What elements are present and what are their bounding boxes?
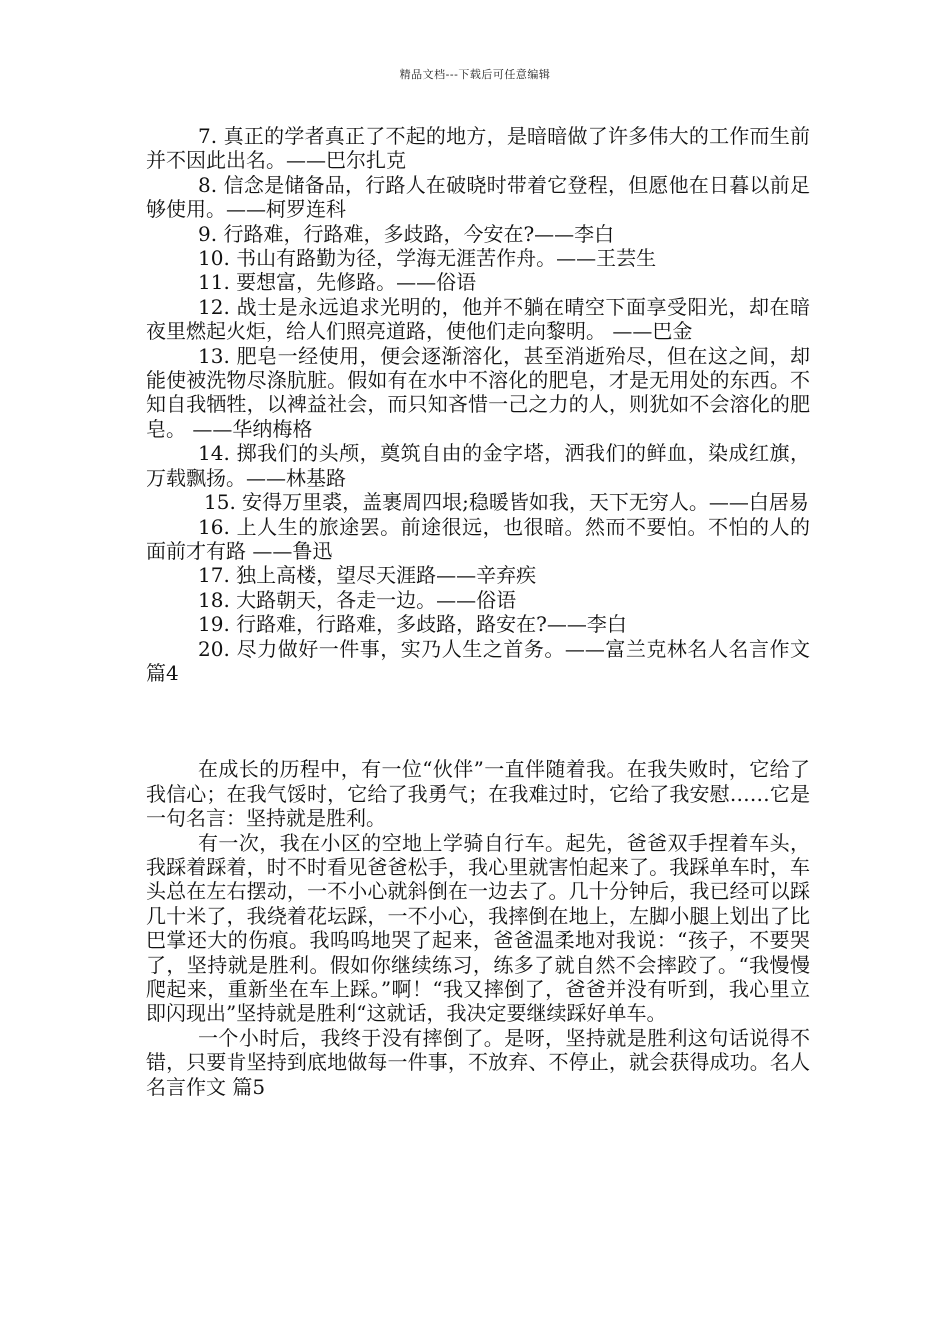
quote-paragraph: 10. 书山有路勤为径，学海无涯苦作舟。——王芸生	[198, 246, 657, 271]
quote-paragraph: 20. 尽力做好一件事，实乃人生之首务。——富兰克林名人名言作文 篇4	[146, 636, 810, 685]
essay-paragraph: 有一次，我在小区的空地上学骑自行车。起先，爸爸双手捏着车头，我踩着踩着，时不时看见爸爸松手，我心里就害怕起来了。我踩单车时，车头总在左右摆动，一不小心就斜倒在一边去了。几十分钟后，我已经可以踩几十米了，我绕着花坛踩，一不小心，我摔倒在地上，左脚小腿上划出了比巴掌还大的伤痕。我呜呜地哭了起来，爸爸温柔地对我说：“孩子，不要哭了，坚持就是胜利。假如你继续练习，练多了就自然不会摔跤了。“我慢慢爬起来，重新坐在车上踩。”啊！“我又摔倒了，爸爸并没有听到，我心里立即闪现出”坚持就是胜利“这就话，我决定要继续踩好单车。	[146, 830, 810, 1026]
quote-paragraph: 16. 上人生的旅途罢。前途很远，也很暗。然而不要怕。不怕的人的面前才有路 ——鲁迅	[146, 514, 810, 563]
essay-paragraph: 一个小时后，我终于没有摔倒了。是呀，坚持就是胜利这句话说得不错，只要肯坚持到底地做每一件事，不放弃、不停止，就会获得成功。名人名言作文 篇5	[146, 1025, 810, 1099]
page-header: 精品文档---下载后可任意编辑	[399, 68, 551, 81]
quote-paragraph: 9. 行路难，行路难，多歧路，今安在?——李白	[198, 221, 615, 246]
quote-paragraph: 11. 要想富，先修路。——俗语	[198, 270, 477, 295]
quote-paragraph: 17. 独上高楼，望尽天涯路——辛弃疾	[198, 563, 537, 588]
quote-paragraph: 8. 信念是储备品，行路人在破晓时带着它登程，但愿他在日暮以前足够使用。——柯罗连科	[146, 172, 810, 222]
quote-paragraph: 13. 肥皂一经使用，便会逐渐溶化，甚至消逝殆尽，但在这之间，却能使被洗物尽涤肮脏。假如有在水中不溶化的肥皂，才是无用处的东西。不知自我牺牲，以裨益社会，而只知吝惜一己之力的人，则犹如不会溶化的肥皂。 ——华纳梅格	[146, 343, 810, 441]
section-gap	[146, 685, 810, 757]
quote-paragraph: 14. 掷我们的头颅，奠筑自由的金字塔，洒我们的鲜血，染成红旗，万载飘扬。——林基路	[146, 441, 810, 490]
document-body	[146, 124, 810, 1099]
quote-paragraph: 12. 战士是永远追求光明的，他并不躺在晴空下面享受阳光，却在暗夜里燃起火炬，给人们照亮道路，使他们走向黎明。 ——巴金	[146, 294, 810, 344]
essay-paragraph: 在成长的历程中，有一位“伙伴”一直伴随着我。在我失败时，它给了我信心；在我气馁时，它给了我勇气；在我难过时，它给了我安慰……它是一句名言：坚持就是胜利。	[146, 757, 810, 831]
quote-paragraph: 18. 大路朝天，各走一边。——俗语	[198, 587, 517, 612]
quote-paragraph: 15. 安得万里裘，盖裹周四垠;稳暖皆如我，天下无穷人。——白居易	[204, 490, 809, 515]
quote-paragraph: 7. 真正的学者真正了不起的地方，是暗暗做了许多伟大的工作而生前并不因此出名。——巴尔扎克	[146, 124, 810, 173]
quote-paragraph: 19. 行路难，行路难，多歧路，路安在?——李白	[198, 612, 627, 637]
